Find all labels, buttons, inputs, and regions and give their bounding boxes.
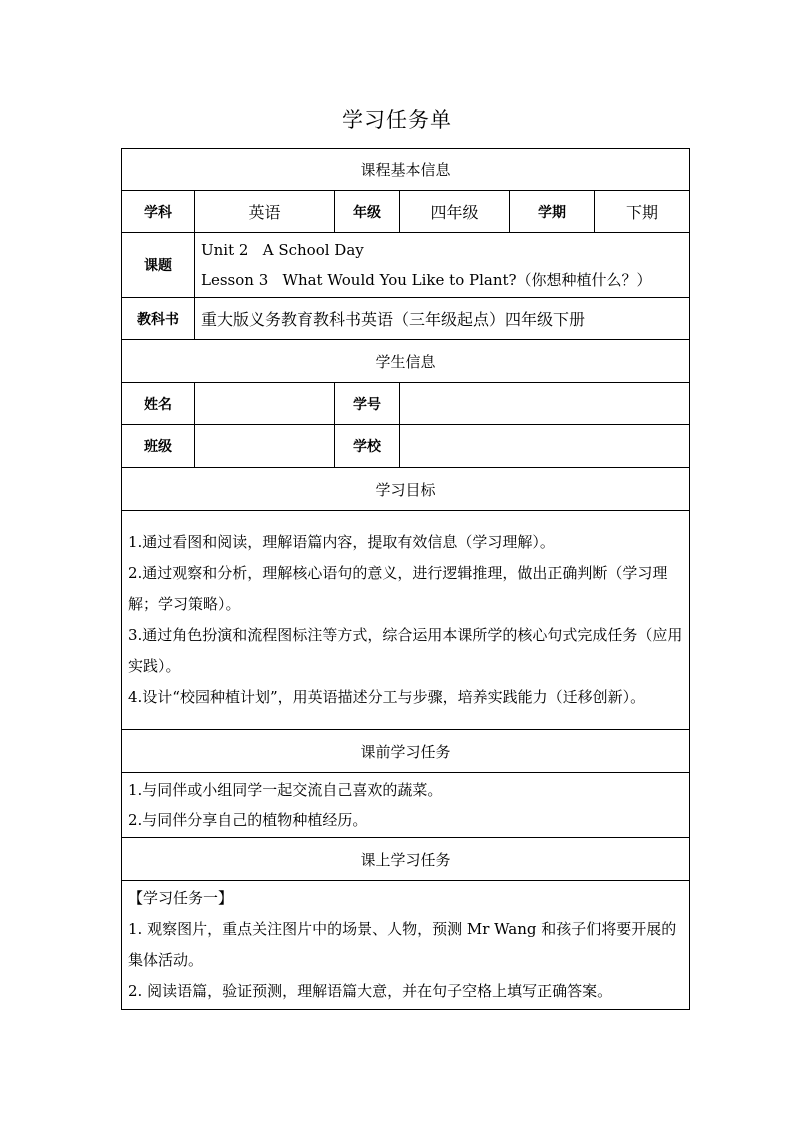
in-class-list <box>122 881 690 1010</box>
subject-value: 英语 <box>195 191 335 233</box>
name-label: 姓名 <box>122 383 195 425</box>
textbook-label: 教科书 <box>122 298 195 340</box>
pre-class-header: 课前学习任务 <box>122 730 690 773</box>
subject-label: 学科 <box>122 191 195 233</box>
objective-item: 3.通过角色扮演和流程图标注等方式，综合运用本课所学的核心句式完成任务（应用实践）。 <box>128 626 683 675</box>
term-value: 下期 <box>595 191 690 233</box>
pre-class-list <box>122 773 690 838</box>
in-class-item: 2. 阅读语篇，验证预测，理解语篇大意，并在句子空格上填写正确答案。 <box>128 982 613 1000</box>
term-label: 学期 <box>510 191 595 233</box>
pre-class-item: 1.与同伴或小组同学一起交流自己喜欢的蔬菜。 <box>128 781 443 799</box>
topic-lesson: Lesson 3 What Would You Like to Plant?（你想种植什么？） <box>201 271 652 289</box>
task-sheet-table <box>121 148 690 1010</box>
student-id-field[interactable] <box>400 383 690 425</box>
grade-label: 年级 <box>335 191 400 233</box>
page-title: 学习任务单 <box>342 108 452 132</box>
topic-unit: Unit 2 A School Day <box>201 241 364 259</box>
topic-label: 课题 <box>122 233 195 298</box>
name-field[interactable] <box>195 383 335 425</box>
objective-item: 1.通过看图和阅读，理解语篇内容，提取有效信息（学习理解）。 <box>128 533 555 551</box>
pre-class-item: 2.与同伴分享自己的植物种植经历。 <box>128 811 368 829</box>
objectives-list <box>122 511 690 730</box>
class-label: 班级 <box>122 425 195 468</box>
objectives-header: 学习目标 <box>122 468 690 511</box>
objective-item: 2.通过观察和分析，理解核心语句的意义，进行逻辑推理，做出正确判断（学习理解；学习策略）。 <box>128 564 668 613</box>
student-info-header: 学生信息 <box>122 340 690 383</box>
class-field[interactable] <box>195 425 335 468</box>
task-one-title: 【学习任务一】 <box>128 889 234 907</box>
school-field[interactable] <box>400 425 690 468</box>
textbook-value: 重大版义务教育教科书英语（三年级起点）四年级下册 <box>195 298 690 340</box>
objective-item: 4.设计“校园种植计划”，用英语描述分工与步骤，培养实践能力（迁移创新）。 <box>128 688 646 706</box>
grade-value: 四年级 <box>400 191 510 233</box>
topic-value <box>195 233 690 298</box>
in-class-header: 课上学习任务 <box>122 838 690 881</box>
student-id-label: 学号 <box>335 383 400 425</box>
in-class-item: 1. 观察图片，重点关注图片中的场景、人物，预测 Mr Wang 和孩子们将要开展的集体活动。 <box>128 920 677 969</box>
course-info-header: 课程基本信息 <box>122 149 690 191</box>
school-label: 学校 <box>335 425 400 468</box>
